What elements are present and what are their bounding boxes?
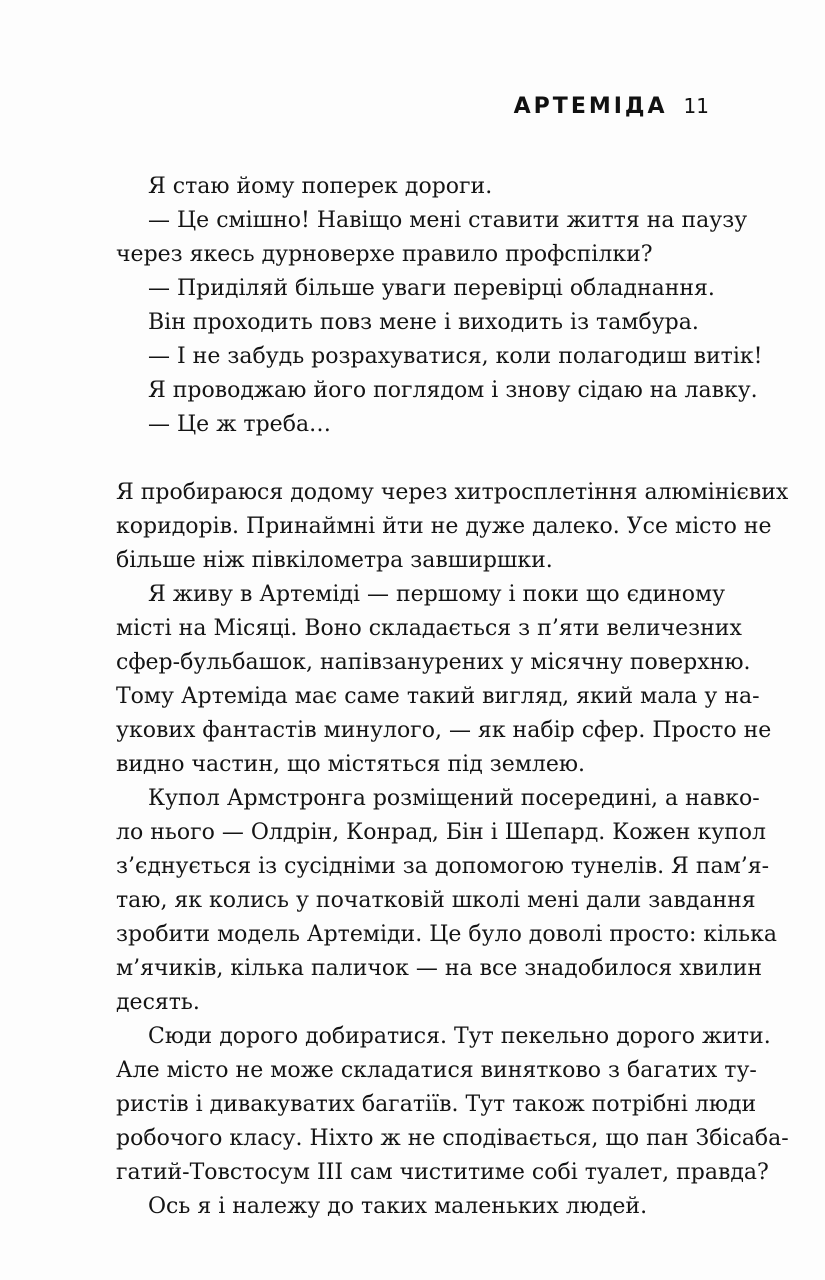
text-line: м’ячиків, кілька паличок — на все знадобилося хвилин: [116, 956, 763, 981]
running-title: АРТЕМІДА: [513, 94, 668, 119]
text-line: Сюди дорого добиратися. Тут пекельно дорого жити.: [148, 1024, 771, 1049]
text-line: через якесь дурноверхе правило профспілки?: [116, 242, 653, 267]
text-line: Я стаю йому поперек дороги.: [148, 174, 493, 199]
text-line: десять.: [116, 990, 200, 1015]
text-line: Тому Артеміда має саме такий вигляд, який мала у на-: [116, 684, 760, 709]
text-line: Але місто не може складатися винятково з багатих ту-: [116, 1058, 757, 1083]
text-line: з’єднується із сусідніми за допомогою тунелів. Я пам’я-: [116, 854, 770, 879]
text-line: місті на Місяці. Воно складається з п’яти величезних: [116, 616, 742, 641]
text-line: Я проводжаю його поглядом і знову сідаю на лавку.: [148, 378, 758, 403]
running-header: [514, 94, 709, 119]
text-line: укових фантастів минулого, — як набір сфер. Просто не: [116, 718, 772, 743]
text-line: Я пробираюся додому через хитросплетіння алюмінієвих: [116, 480, 789, 505]
text-line: — І не забудь розрахуватися, коли полагодиш витік!: [148, 344, 763, 369]
text-line: сфер-бульбашок, напівзанурених у місячну поверхню.: [116, 650, 751, 675]
text-line: Він проходить повз мене і виходить із тамбура.: [148, 310, 699, 335]
text-line: Ось я і належу до таких маленьких людей.: [148, 1194, 648, 1219]
text-line: ло нього — Олдрін, Конрад, Бін і Шепард. Кожен купол: [116, 820, 767, 845]
text-line: — Приділяй більше уваги перевірці обладнання.: [148, 276, 715, 301]
text-line: ристів і дивакуватих багатіїв. Тут також потрібні люди: [116, 1092, 757, 1117]
text-line: робочого класу. Ніхто ж не сподівається, що пан Збісаба-: [116, 1126, 789, 1151]
text-line: — Це ж треба…: [148, 412, 332, 437]
text-line: зробити модель Артеміди. Це було доволі просто: кілька: [116, 922, 777, 947]
text-line: гатий-Товстосум III сам чиститиме собі туалет, правда?: [116, 1160, 769, 1185]
text-line: Я живу в Артеміді — першому і поки що єдиному: [148, 582, 726, 607]
text-line: таю, як колись у початковій школі мені дали завдання: [116, 888, 756, 913]
text-line: коридорів. Принаймні йти не дуже далеко. Усе місто не: [116, 514, 772, 539]
text-line: більше ніж півкілометра завширшки.: [116, 548, 553, 573]
text-line: Купол Армстронга розміщений посередині, а навко-: [148, 786, 760, 811]
narrative-section: [116, 476, 789, 1224]
text-line: — Це смішно! Навіщо мені ставити життя на паузу: [148, 208, 748, 233]
text-line: видно частин, що містяться під землею.: [116, 752, 586, 777]
dialogue-section: [116, 170, 763, 442]
page-number: 11: [683, 94, 709, 118]
